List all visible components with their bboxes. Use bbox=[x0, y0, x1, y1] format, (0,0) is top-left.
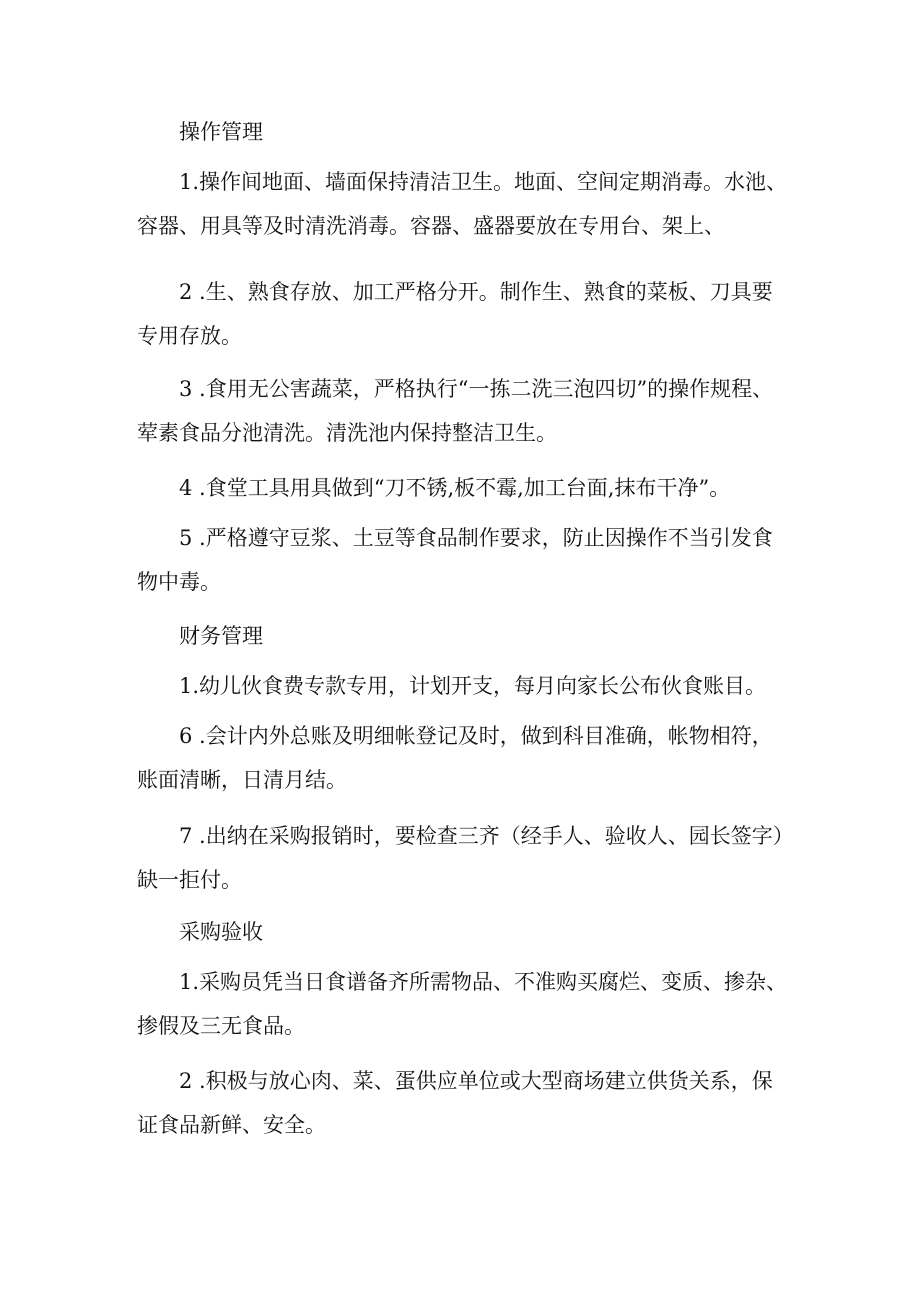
paragraph-fin-3 bbox=[137, 814, 812, 902]
paragraph-line: 1.采购员凭当日食谱备齐所需物品、不准购买腐烂、变质、掺杂、 bbox=[179, 970, 788, 994]
paragraph-ops-1 bbox=[137, 160, 812, 248]
paragraph-line: 荤素食品分池清洗。清洗池内保持整洁卫生。 bbox=[137, 421, 557, 445]
paragraph-fin-1 bbox=[137, 664, 812, 708]
section-heading-finance: 财务管理 bbox=[179, 624, 263, 648]
paragraph-line: 2 .积极与放心肉、菜、蛋供应单位或大型商场建立供货关系，保 bbox=[179, 1069, 773, 1093]
paragraph-ops-2 bbox=[137, 270, 812, 358]
section-heading-operations: 操作管理 bbox=[179, 120, 263, 144]
paragraph-line: 证食品新鲜、安全。 bbox=[137, 1113, 326, 1137]
paragraph-line: 1.幼儿伙食费专款专用，计划开支，每月向家长公布伙食账目。 bbox=[179, 674, 767, 698]
paragraph-line: 容器、用具等及时清洗消毒。容器、盛器要放在专用台、架上、 bbox=[137, 214, 725, 238]
paragraph-line: 3 .食用无公害蔬菜，严格执行“一拣二洗三泡四切”的操作规程、 bbox=[179, 377, 774, 401]
paragraph-line: 6 .会计内外总账及明细帐登记及时，做到科目准确，帐物相符， bbox=[179, 724, 773, 748]
section-heading-procurement: 采购验收 bbox=[179, 920, 263, 944]
paragraph-line: 专用存放。 bbox=[137, 324, 242, 348]
paragraph-ops-3 bbox=[137, 367, 812, 455]
paragraph-proc-1 bbox=[137, 960, 812, 1048]
paragraph-line: 掺假及三无食品。 bbox=[137, 1014, 305, 1038]
paragraph-line: 账面清晰，日清月结。 bbox=[137, 768, 347, 792]
paragraph-proc-2 bbox=[137, 1059, 812, 1147]
paragraph-line: 4 .食堂工具用具做到“刀不锈,板不霉,加工台面,抹布干净”。 bbox=[179, 476, 731, 500]
paragraph-line: 5 .严格遵守豆浆、土豆等食品制作要求，防止因操作不当引发食 bbox=[179, 526, 773, 550]
paragraph-fin-2 bbox=[137, 714, 812, 802]
paragraph-ops-4 bbox=[137, 466, 812, 510]
paragraph-ops-5 bbox=[137, 516, 812, 604]
paragraph-line: 缺一拒付。 bbox=[137, 868, 242, 892]
paragraph-line: 1.操作间地面、墙面保持清洁卫生。地面、空间定期消毒。水池、 bbox=[179, 170, 788, 194]
paragraph-line: 物中毒。 bbox=[137, 570, 221, 594]
paragraph-line: 2 .生、熟食存放、加工严格分开。制作生、熟食的菜板、刀具要 bbox=[179, 280, 773, 304]
paragraph-line: 7 .出纳在采购报销时，要检查三齐（经手人、验收人、园长签字） bbox=[179, 824, 794, 848]
